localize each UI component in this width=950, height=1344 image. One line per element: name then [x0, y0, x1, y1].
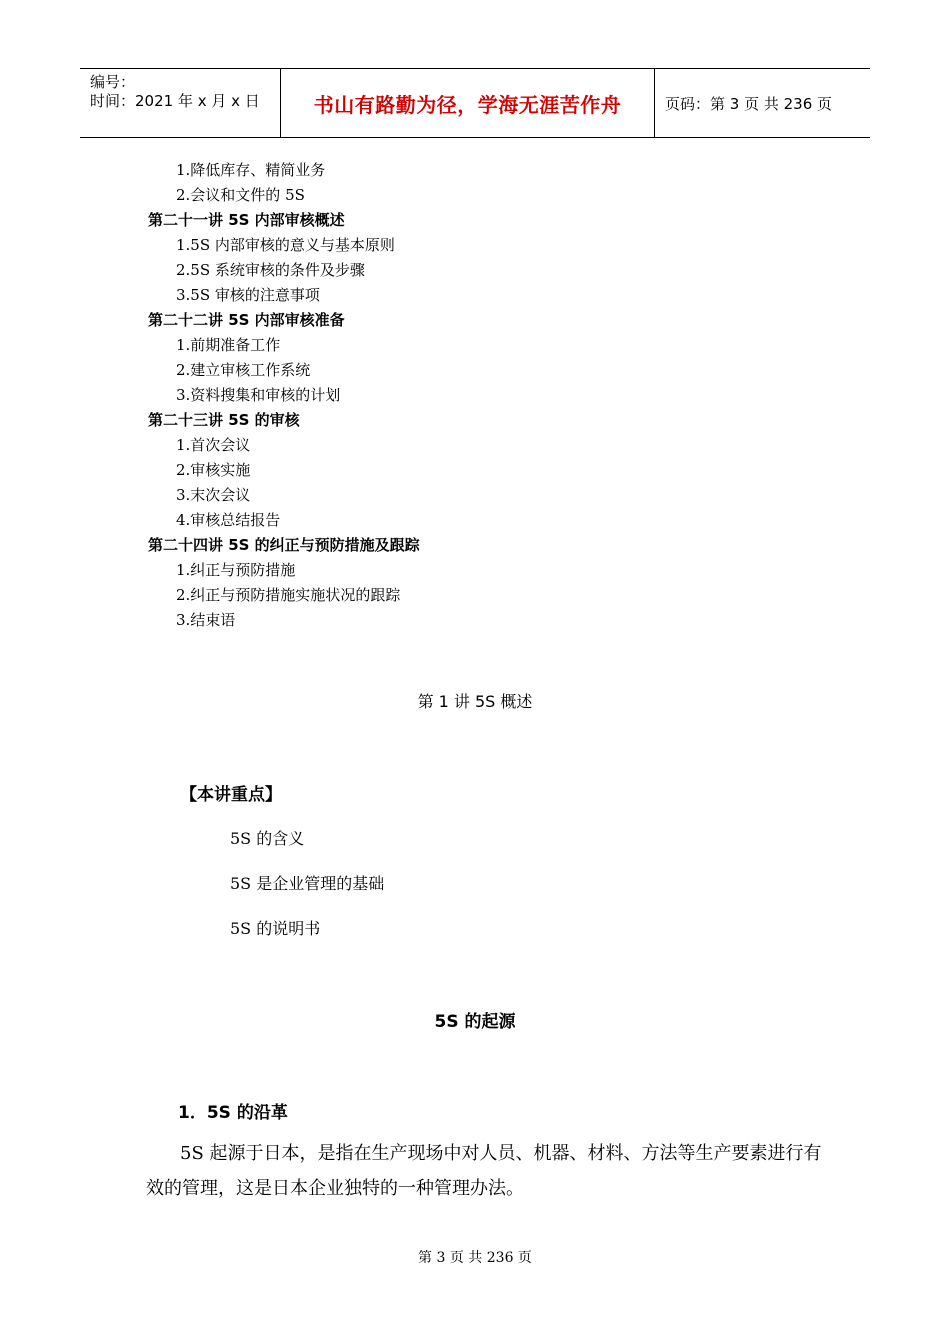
toc-item: 2.5S 系统审核的条件及步骤: [176, 261, 365, 279]
key-point-item: 5S 的说明书: [230, 919, 321, 938]
toc-item: 3.结束语: [176, 611, 236, 629]
toc-chapter: 第二十四讲 5S 的纠正与预防措施及跟踪: [148, 536, 420, 554]
toc-item: 2.纠正与预防措施实施状况的跟踪: [176, 586, 401, 604]
body-paragraph: 5S 起源于日本，是指在生产现场中对人员、机器、材料、方法等生产要素进行有效的管理，这是日本企业独特的一种管理办法。: [146, 1143, 822, 1199]
toc-item: 4.审核总结报告: [176, 511, 281, 529]
key-points-heading: 【本讲重点】: [180, 785, 282, 805]
toc-chapter: 第二十二讲 5S 内部审核准备: [148, 311, 345, 329]
section-title: 5S 的起源: [434, 1012, 516, 1032]
toc-item: 2.会议和文件的 5S: [176, 186, 305, 204]
key-point-item: 5S 的含义: [230, 829, 305, 848]
page-header: [80, 68, 870, 138]
toc-item: 1.首次会议: [176, 436, 251, 454]
toc-item: 3.资料搜集和审核的计划: [176, 386, 341, 404]
toc-item: 1.前期准备工作: [176, 336, 281, 354]
key-point-item: 5S 是企业管理的基础: [230, 874, 385, 893]
table-of-contents: [148, 158, 420, 633]
time-label: 时间：2021 年 x 月 x 日: [90, 92, 260, 110]
toc-item: 3.5S 审核的注意事项: [176, 286, 320, 304]
number-label: 编号：: [90, 73, 136, 91]
toc-item: 2.审核实施: [176, 461, 251, 479]
page-footer: 第 3 页 共 236 页: [418, 1250, 532, 1266]
toc-chapter: 第二十一讲 5S 内部审核概述: [148, 211, 345, 229]
page-info: 页码：第 3 页 共 236 页: [665, 94, 833, 113]
toc-chapter: 第二十三讲 5S 的审核: [148, 411, 300, 429]
subsection-title: 1．5S 的沿革: [178, 1103, 288, 1123]
toc-item: 1.降低库存、精简业务: [176, 161, 326, 179]
toc-item: 3.末次会议: [176, 486, 251, 504]
header-page-info-cell: [655, 69, 870, 137]
motto: 书山有路勤为径，学海无涯苦作舟: [313, 92, 622, 117]
header-motto-cell: [281, 69, 655, 137]
toc-item: 1.纠正与预防措施: [176, 561, 296, 579]
toc-item: 1.5S 内部审核的意义与基本原则: [176, 236, 395, 254]
header-meta: [80, 69, 281, 137]
lecture-title: 第 1 讲 5S 概述: [417, 692, 533, 711]
toc-item: 2.建立审核工作系统: [176, 361, 311, 379]
